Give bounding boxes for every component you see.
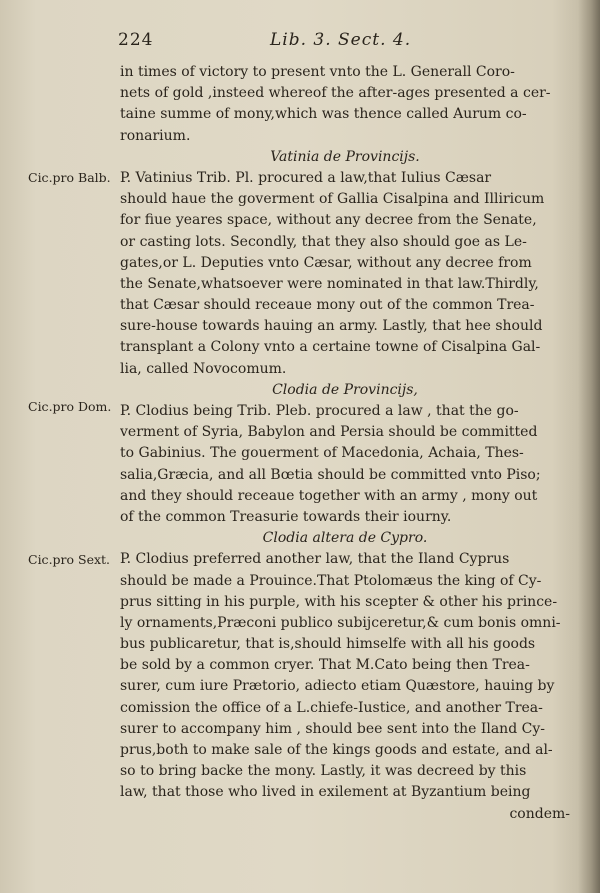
text-line: P. Vatinius Trib. Pl. procured a law,that Iulius Cæsar [120, 169, 492, 186]
section-heading: Vatinia de Provincijs. [270, 148, 420, 165]
text-line: to Gabinius. The gouerment of Macedonia, Achaia, Thes- [120, 445, 524, 462]
text-line: the Senate,whatsoever were nominated in that law.Thirdly, [120, 275, 539, 292]
text-line: should haue the goverment of Gallia Cisalpina and Illiricum [120, 191, 545, 208]
section-heading: Clodia de Provincijs, [272, 381, 418, 398]
text-line: ronarium. [120, 127, 191, 144]
text-line: lia, called Novocomum. [120, 360, 287, 377]
body-text [120, 62, 570, 825]
text-line: P. Clodius preferred another law, that the Iland Cyprus [120, 551, 510, 568]
margin-note-dom: Cic.pro Dom. [28, 399, 112, 414]
text-line: transplant a Colony vnto a certaine towne of Cisalpina Gal- [120, 339, 541, 356]
text-line: prus sitting in his purple, with his scepter & other his prince- [120, 593, 558, 610]
text-line: comission the office of a L.chiefe-Iustice, and another Trea- [120, 699, 543, 716]
text-line: gates,or L. Deputies vnto Cæsar, without any decree from [120, 254, 532, 271]
text-line: in times of victory to present vnto the L. Generall Coro- [120, 64, 515, 80]
text-line: law, that those who lived in exilement at Byzantium being [120, 784, 531, 801]
page-number: 224 [118, 30, 154, 50]
text-line: verment of Syria, Babylon and Persia should be committed [120, 424, 538, 441]
text-line: ly ornaments,Præconi publico subijceretur,& cum bonis omni- [120, 614, 561, 631]
text-line: for fiue yeares space, without any decree from the Senate, [120, 212, 537, 229]
text-line: be sold by a common cryer. That M.Cato being then Trea- [120, 657, 530, 674]
page-gutter-shadow [578, 0, 600, 893]
text-line: should be made a Prouince.That Ptolomæus the king of Cy- [120, 572, 542, 589]
text-line: sure-house towards hauing an army. Lastly, that hee should [120, 318, 543, 335]
text-line: salia,Græcia, and all Bœtia should be committed vnto Piso; [120, 466, 541, 483]
text-line: nets of gold ,insteed whereof the after-ages presented a cer- [120, 85, 551, 102]
text-line: taine summe of mony,which was thence called Aurum co- [120, 106, 527, 123]
text-line: surer, cum iure Prætorio, adiecto etiam Quæstore, hauing by [120, 678, 555, 695]
text-line: of the common Treasurie towards their iourny. [120, 508, 452, 525]
section-heading: Clodia altera de Cypro. [262, 530, 428, 547]
running-title: Lib. 3. Sect. 4. [270, 30, 412, 50]
text-line: or casting lots. Secondly, that they also should goe as Le- [120, 233, 527, 250]
text-line: bus publicaretur, that is,should himselfe with all his goods [120, 636, 536, 653]
text-line: and they should receaue together with an army , mony out [120, 487, 538, 504]
margin-note-balb: Cic.pro Balb. [28, 170, 111, 185]
text-line: that Cæsar should receaue mony out of the common Trea- [120, 297, 535, 314]
catchword: condem- [509, 805, 570, 822]
text-line: so to bring backe the mony. Lastly, it was decreed by this [120, 763, 527, 780]
text-line: P. Clodius being Trib. Pleb. procured a law , that the go- [120, 403, 519, 419]
text-line: prus,both to make sale of the kings goods and estate, and al- [120, 742, 553, 758]
text-line: surer to accompany him , should bee sent into the Iland Cy- [120, 720, 545, 737]
margin-note-sext: Cic.pro Sext. [28, 552, 111, 567]
